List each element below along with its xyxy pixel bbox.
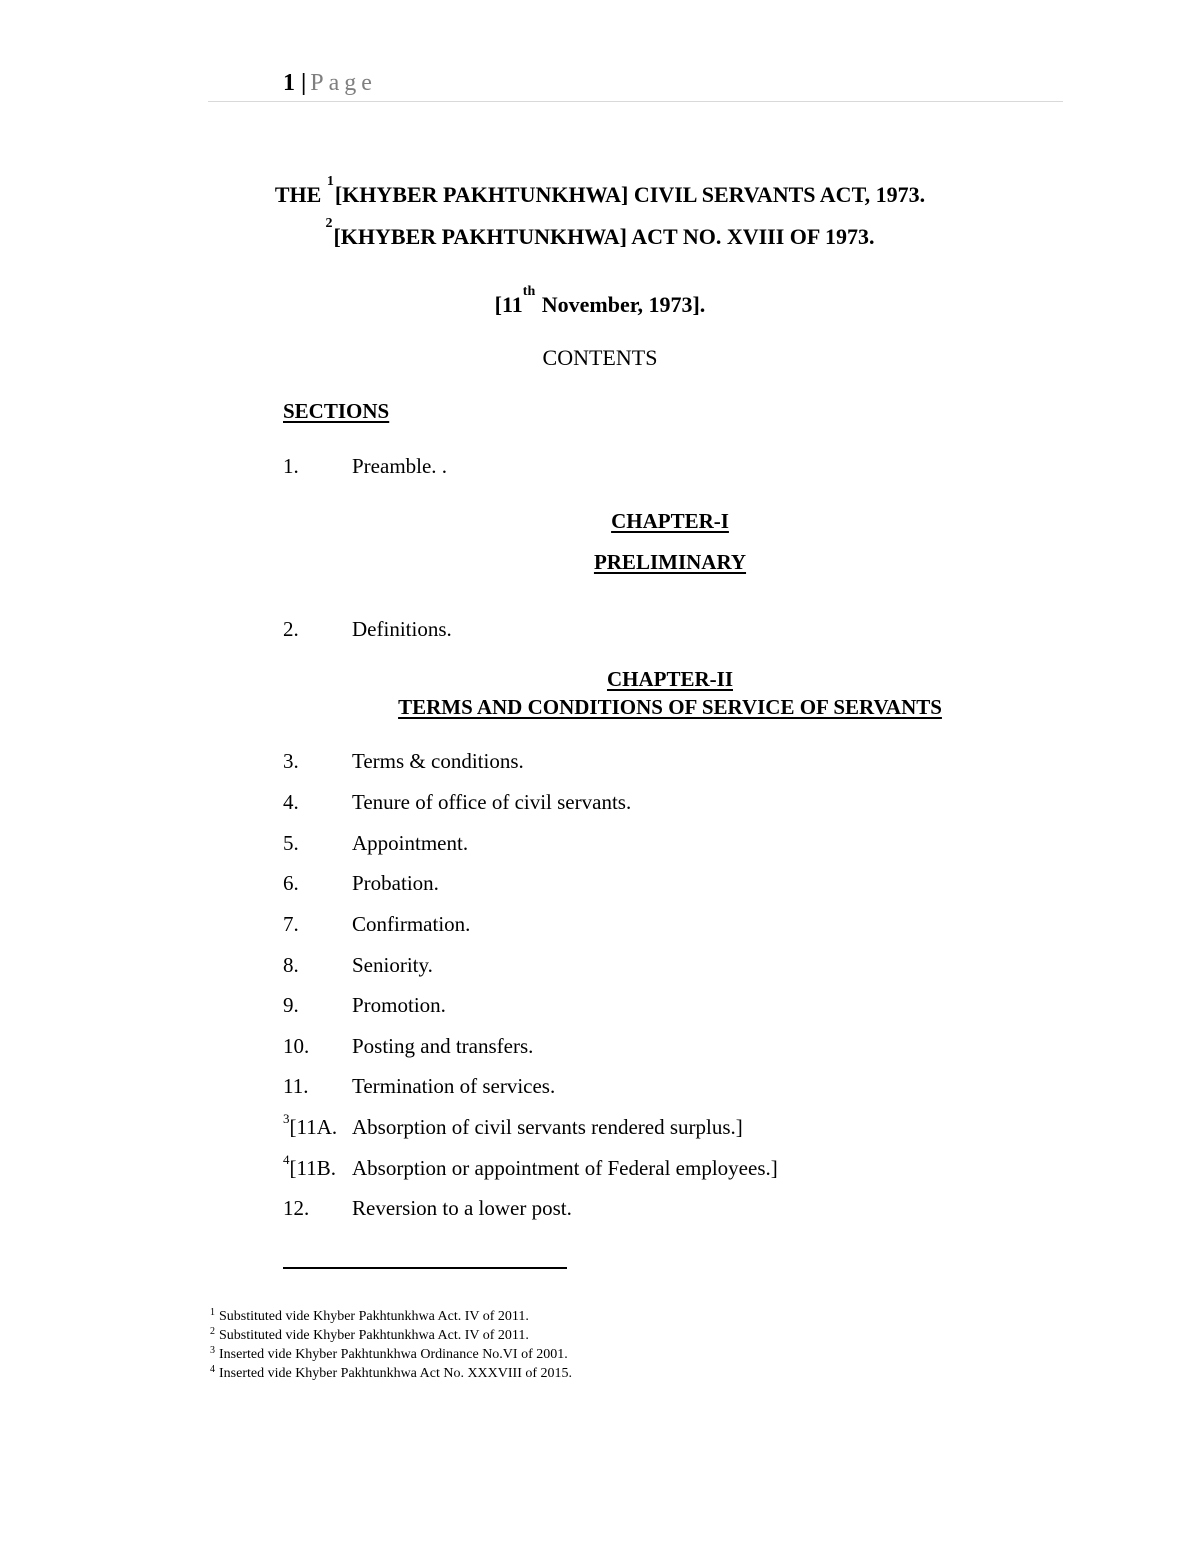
toc-item-title: Tenure of office of civil servants. <box>352 790 632 814</box>
chapter-1-label: CHAPTER-I <box>611 509 729 533</box>
toc-item-title: Preamble. . <box>352 454 448 478</box>
act-date-rest: November, 1973]. <box>536 292 706 317</box>
toc-item-number: 9. <box>283 993 299 1017</box>
footnote-text: Substituted vide Khyber Pakhtunkhwa Act. IV of 2011. <box>219 1309 529 1324</box>
toc-item-number: 3. <box>283 749 299 773</box>
act-title-prefix: THE <box>274 182 327 207</box>
toc-item-number: 2. <box>283 617 299 641</box>
footnote-separator <box>283 1267 567 1269</box>
act-title-text: [KHYBER PAKHTUNKHWA] CIVIL SERVANTS ACT, 1973. <box>334 182 926 207</box>
toc-item-title: Absorption of civil servants rendered surplus.] <box>352 1115 743 1139</box>
page-header <box>283 70 377 97</box>
footnote-mark: 3 <box>210 1345 215 1356</box>
toc-item-title: Reversion to a lower post. <box>352 1196 572 1220</box>
toc-item-title: Appointment. <box>352 831 469 855</box>
page-separator: | <box>301 70 307 96</box>
chapter-2-label: CHAPTER-II <box>606 667 733 691</box>
toc-item-title: Seniority. <box>352 953 433 977</box>
toc-item-title: Absorption or appointment of Federal employees.] <box>352 1156 778 1180</box>
act-date-prefix: [11 <box>494 292 523 317</box>
footnote-mark: 4 <box>210 1364 215 1375</box>
toc-item-number: 12. <box>283 1196 310 1220</box>
toc-item-title: Probation. <box>352 871 439 895</box>
header-rule <box>208 101 1063 102</box>
contents-heading: CONTENTS <box>542 345 658 370</box>
toc-item-title: Definitions. <box>352 617 452 641</box>
act-number-text: [KHYBER PAKHTUNKHWA] ACT NO. XVIII OF 1973. <box>333 224 875 249</box>
chapter-1-heading: PRELIMINARY <box>593 550 747 574</box>
act-number <box>0 216 1200 250</box>
toc-item-number: $^4$[11B. <box>283 1152 336 1180</box>
toc-item-number: 7. <box>283 912 299 936</box>
page-word: Page <box>310 70 377 96</box>
sections-heading: SECTIONS <box>283 399 390 423</box>
toc-item-title: Posting and transfers. <box>352 1034 534 1058</box>
footnote <box>210 1328 529 1344</box>
toc-item-number: 4. <box>283 790 299 814</box>
footnote-ref-2: 2 <box>325 216 333 231</box>
toc-item-title: Confirmation. <box>352 912 471 936</box>
toc-item-title: Terms & conditions. <box>352 749 524 773</box>
act-title <box>0 174 1200 208</box>
footnote <box>210 1309 529 1325</box>
toc-item-title: Termination of services. <box>352 1074 556 1098</box>
toc-item-title: Promotion. <box>352 993 446 1017</box>
footnote <box>210 1366 572 1382</box>
toc-item-number: $^3$[11A. <box>283 1111 338 1139</box>
toc-item-number: 1. <box>283 454 299 478</box>
footnote-mark: 2 <box>210 1326 215 1337</box>
act-date <box>0 284 1200 318</box>
toc-item-number: 5. <box>283 831 299 855</box>
footnote-text: Substituted vide Khyber Pakhtunkhwa Act. IV of 2011. <box>219 1328 529 1343</box>
footnote <box>210 1347 568 1363</box>
chapter-2-heading: TERMS AND CONDITIONS OF SERVICE OF SERVANTS <box>398 695 942 719</box>
page-number: 1 <box>283 70 295 96</box>
footnote-ref-1: 1 <box>326 174 334 189</box>
footnote-text: Inserted vide Khyber Pakhtunkhwa Ordinance No.VI of 2001. <box>219 1347 568 1362</box>
toc-item-number: 11. <box>283 1074 309 1098</box>
footnote-ref: 3 <box>283 1111 290 1126</box>
toc-item-number: 10. <box>283 1034 310 1058</box>
footnote-text: Inserted vide Khyber Pakhtunkhwa Act No. XXXVIII of 2015. <box>219 1366 573 1381</box>
act-date-ordinal: th <box>522 284 536 299</box>
toc-item-number: 8. <box>283 953 299 977</box>
toc-item-number: 6. <box>283 871 299 895</box>
footnote-mark: 1 <box>210 1307 215 1318</box>
footnote-ref: 4 <box>283 1152 290 1167</box>
